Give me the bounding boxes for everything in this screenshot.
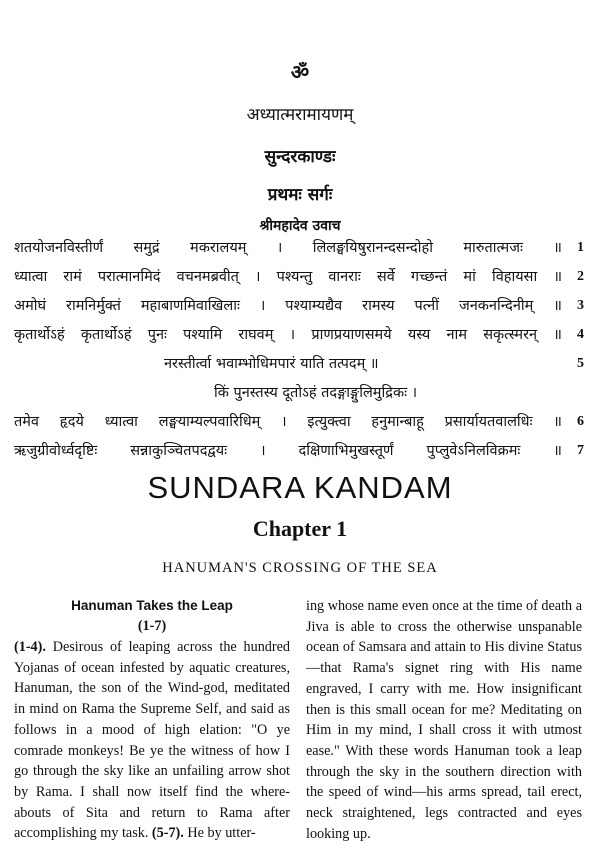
translation-text: Desirous of leaping across the hundred Yojanas of ocean infested by aquatic creatures, Hanuman, the son of the Wind-god, meditated in mind on Rama the Supreme Self, and said as follows in a mood of high elation: "O ye comrade monkeys! Be ye the witness of how I go through the sky like an unfailing arrow shot by Rama. I shall now itself find the where-abouts of Sita and return to Rama after accomplishing my task. [14,639,290,842]
verse-text: कृतार्थोऽहं कृतार्थोऽहं पुनः पश्यामि राघवम् । प्राणप्रयाणसमये यस्य नाम सकृत्स्मरन् ॥ [14,327,562,343]
english-kanda-title: SUNDARA KANDAM [147,470,453,505]
sanskrit-book-title: अध्यात्मरामायणम् [246,105,354,125]
section-heading: HANUMAN'S CROSSING OF THE SEA [162,560,438,576]
sanskrit-sarga-title: प्रथमः सर्गः [267,185,333,205]
verse-text: तमेव हृदये ध्यात्वा लङ्घयाम्यल्पवारिधिम् । इत्युक्त्वा हनुमान्बाहू प्रसार्यायतवालधिः ॥ [14,414,562,430]
subsection-verse-range: (1-7) [137,618,167,634]
verse-text: शतयोजनविस्तीर्णं समुद्रं मकरालयम् । लिलङ्घयिषुरानन्दसन्दोहो मारुतात्मजः ॥ [14,240,562,256]
verse-text: किं पुनस्तस्य दूतोऽहं तदङ्गाङ्गुलिमुद्रिकः । [214,385,418,401]
verse-number: 7 [577,443,584,458]
verse-number: 3 [577,298,584,313]
verse-number: 4 [577,327,584,342]
sanskrit-speaker: श्रीमहादेव उवाच [259,218,341,234]
verse-line [14,381,588,407]
verse-line [14,323,588,349]
verse-line [14,352,588,378]
left-column [14,596,290,844]
verse-number: 6 [577,414,584,429]
sanskrit-kanda-title: सुन्दरकाण्डः [264,147,336,167]
verse-reference: (5-7). [148,825,184,842]
subsection-heading: Hanuman Takes the Leap [71,598,233,613]
om-symbol: ॐ [290,60,310,84]
verse-number: 1 [577,240,584,255]
translation-paragraph: ing whose name even once at the time of death a Jiva is able to cross the otherwise unspanable ocean of Samsara and attain to His divine Status—that Rama's signet ring with His name engraved, I carry with me. How insignificant then is this small ocean for me? Meditating on Him in my mind, I shall cross it with utmost ease." With these words Hanuman took a leap through the sky in the southern direction with the speed of wind—his arms spread, tail erect, neck straightened, legs contracted and eyes looking up. [306,598,582,842]
verse-number: 2 [577,269,584,284]
verse-line [14,294,588,320]
translation-paragraph [14,637,290,844]
verse-text: ऋजुग्रीवोर्ध्वदृष्टिः सन्नाकुञ्चितपदद्वयः । दक्षिणाभिमुखस्तूर्णं पुप्लुवेऽनिलविक्रमः ॥ [14,443,562,459]
verse-reference: (1-4). [14,639,46,655]
verse-text: ध्यात्वा रामं परात्मानमिदं वचनमब्रवीत् । पश्यन्तु वानराः सर्वे गच्छन्तं मां विहायसा ॥ [14,269,562,285]
translation-text: He by utter- [183,825,256,842]
verse-number: 5 [577,356,584,371]
verse-line [14,265,588,291]
verse-line [14,236,588,262]
right-column [306,596,582,844]
verse-text: अमोघं रामनिर्मुक्तं महाबाणमिवाखिलाः । पश्याम्यद्यैव रामस्य पत्नीं जनकनन्दिनीम् ॥ [14,298,562,314]
verse-line [14,410,588,436]
verse-line [14,439,588,465]
chapter-heading: Chapter 1 [252,516,348,541]
verse-text: नरस्तीर्त्वा भवाम्भोधिमपारं याति तत्पदम् ॥ [164,356,379,372]
